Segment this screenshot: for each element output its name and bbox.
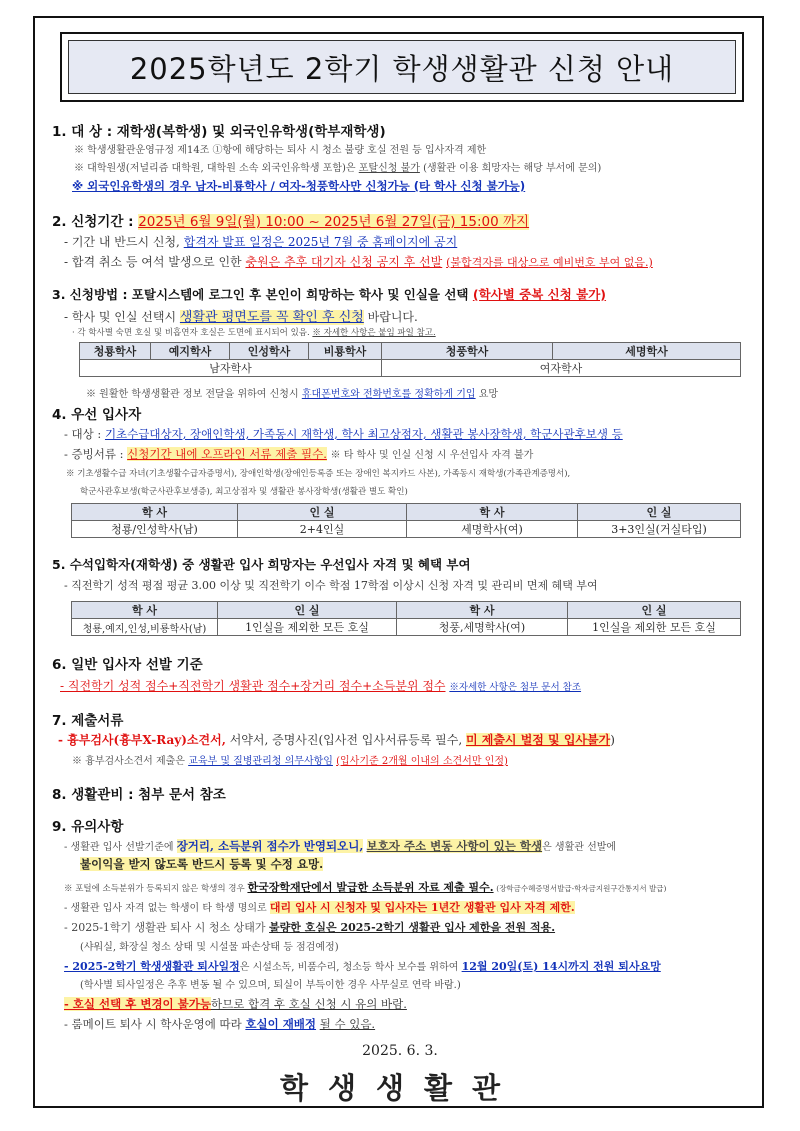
notice-5: - 2025-2학기 학생생활관 퇴사일정은 시설소독, 비품수리, 청소등 학사 보수를 위하여 12월 20일(토) 14시까지 전원 퇴사요망 xyxy=(64,960,661,973)
section-3-line-2: · 각 학사별 숙면 호실 및 비흡연자 호실은 도면에 표시되어 있음. ※ 자세한 사항은 붙임 파일 참고. xyxy=(72,328,436,338)
notice-7: - 룸메이트 퇴사 시 학사운영에 따라 호실이 재배정 될 수 있음. xyxy=(64,1017,376,1031)
section-1-heading: 1. 대 상 : 재학생(복학생) 및 외국인유학생(학부재학생) xyxy=(52,124,386,140)
title-box xyxy=(60,32,744,102)
notice-3: - 생활관 입사 자격 없는 학생이 타 학생 명의로 대리 입사 시 신청자 및 입사자는 1년간 생활관 입사 자격 제한. xyxy=(64,901,575,914)
section-1-note-2: ※ 대학원생(저널리즘 대학원, 대학원 소속 외국인유학생 포함)은 포탈신청 불가 (생활관 이용 희망자는 해당 부서에 문의) xyxy=(74,163,602,174)
section-2-line-2: - 합격 취소 등 여석 발생으로 인한 충원은 추후 대기자 신청 공지 후 선발 (불합격자를 대상으로 예비번호 부여 없음.) xyxy=(64,255,653,269)
notice-6: - 호실 선택 후 변경이 불가능하므로 합격 후 호실 신청 시 유의 바람. xyxy=(64,997,407,1011)
section-5-line-1: - 직전학기 성적 평점 평균 3.00 이상 및 직전학기 이수 학점 17학점 이상시 신청 자격 및 관리비 면제 혜택 부여 xyxy=(64,579,598,592)
notice-1: - 생활관 입사 선발기준에 장거리, 소득분위 점수가 반영되오니, 보호자 주소 변동 사항이 있는 학생은 생활관 선발에 xyxy=(64,839,617,853)
table-row: 남자학사 여자학사 xyxy=(80,360,741,377)
table-row: 청룡/인성학사(남) 2+4인실 세명학사(여) 3+3인실(거실타입) xyxy=(72,521,741,538)
document-date: 2025. 6. 3. xyxy=(362,1043,438,1059)
section-7-line-2: ※ 흉부검사소견서 제출은 교육부 및 질병관리청 의무사항임 (입사기준 2개월 이내의 소견서만 인정) xyxy=(72,756,508,767)
section-3-line-1: - 학사 및 인실 선택시 생활관 평면도를 꼭 확인 후 신청 바랍니다. xyxy=(64,310,418,325)
section-4-heading: 4. 우선 입사자 xyxy=(52,407,142,423)
notice-4: - 2025-1학기 생활관 퇴사 시 청소 상태가 불량한 호실은 2025-2학기 생활관 입사 제한을 전원 적용. xyxy=(64,921,556,934)
notice-2: ※ 포털에 소득분위가 등록되지 않은 학생의 경우 한국장학재단에서 발급한 소득분위 자료 제출 필수. (장학금수혜증명서발급-학자금지원구간통지서 발급) xyxy=(64,881,667,894)
section-3-note: ※ 원활한 학생생활관 정보 전달을 위하여 신청시 휴대폰번호와 전화번호를 정확하게 기입 요망 xyxy=(86,389,499,400)
section-2-heading: 2. 신청기간 : 2025년 6월 9일(월) 10:00 ~ 2025년 6월 27일(금) 15:00 까지 xyxy=(52,214,530,230)
top-entrant-table xyxy=(71,601,741,636)
table-row: 청룡,예지,인성,비룡학사(남) 1인실을 제외한 모든 호실 청풍,세명학사(여) 1인실을 제외한 모든 호실 xyxy=(72,619,741,636)
section-7-line-1: - 흉부검사(흉부X-Ray)소견서, 서약서, 증명사진(입사전 입사서류등록 필수, 미 제출시 벌점 및 입사불가) xyxy=(58,733,615,747)
section-8-heading: 8. 생활관비 : 첨부 문서 참조 xyxy=(52,787,226,803)
section-6-heading: 6. 일반 입사자 선발 기준 xyxy=(52,657,203,673)
section-9-heading: 9. 유의사항 xyxy=(52,819,124,835)
dormitory-table xyxy=(79,342,741,377)
section-1-note-3: ※ 외국인유학생의 경우 남자-비룡학사 / 여자-청풍학사만 신청가능 (타 학사 신청 불가능) xyxy=(72,179,526,193)
notice-1-cont: 불이익을 받지 않도록 반드시 등록 및 수정 요망. xyxy=(80,857,324,871)
table-row: 청룡학사 예지학사 인성학사 비룡학사 청풍학사 세명학사 xyxy=(80,343,741,360)
section-4-line-2: - 증빙서류 : 신청기간 내에 오프라인 서류 제출 필수. ※ 타 학사 및 인실 신청 시 우선입사 자격 불가 xyxy=(64,447,534,461)
title-inner xyxy=(68,40,736,94)
section-4-note-1: ※ 기초생활수급 자녀(기초생활수급자증명서), 장애인학생(장애인등록증 또는 장애인 복지카드 사본), 가족동시 재학생(가족관계증명서), xyxy=(66,469,571,479)
notice-4-cont: (샤워실, 화장실 청소 상태 및 시설물 파손상태 등 점검예정) xyxy=(80,942,339,953)
notice-5-cont: (학사별 퇴사일정은 추후 변동 될 수 있으며, 퇴실이 부득이한 경우 사무실로 연락 바람.) xyxy=(80,980,461,991)
page-title: 2025학년도 2학기 학생생활관 신청 안내 xyxy=(129,51,675,86)
section-5-heading: 5. 수석입학자(재학생) 중 생활관 입사 희망자는 우선입사 자격 및 혜택 부여 xyxy=(52,557,471,572)
section-7-heading: 7. 제출서류 xyxy=(52,713,124,729)
section-2-line-1: - 기간 내 반드시 신청, 합격자 발표 일정은 2025년 7월 중 홈페이지에 공지 xyxy=(64,235,458,249)
table-row: 학 사 인 실 학 사 인 실 xyxy=(72,602,741,619)
application-period: 2025년 6월 9일(월) 10:00 ~ 2025년 6월 27일(금) 15:00 까지 xyxy=(138,214,530,230)
section-6-line-1: - 직전학기 성적 점수+직전학기 생활관 점수+장거리 점수+소득분위 점수 ※자세한 사항은 첨부 문서 참조 xyxy=(60,679,582,693)
issuer-signature: 학생생활관 xyxy=(279,1071,521,1105)
section-1-note-1: ※ 학생생활관운영규정 제14조 ①항에 해당하는 퇴사 시 청소 불량 호실 전원 등 입사자격 제한 xyxy=(74,145,487,156)
section-4-note-2: 학군사관후보생(학군사관후보생증), 최고상점자 및 생활관 봉사장학생(생활관 별도 확인) xyxy=(80,487,408,497)
priority-room-table xyxy=(71,503,741,538)
section-4-line-1: - 대상 : 기초수급대상자, 장애인학생, 가족동시 재학생, 학사 최고상점자, 생활관 봉사장학생, 학군사관후보생 등 xyxy=(64,427,623,441)
section-3-heading: 3. 신청방법 : 포탈시스템에 로그인 후 본인이 희망하는 학사 및 인실을 선택 (학사별 중복 신청 불가) xyxy=(52,287,607,302)
table-row: 학 사 인 실 학 사 인 실 xyxy=(72,504,741,521)
